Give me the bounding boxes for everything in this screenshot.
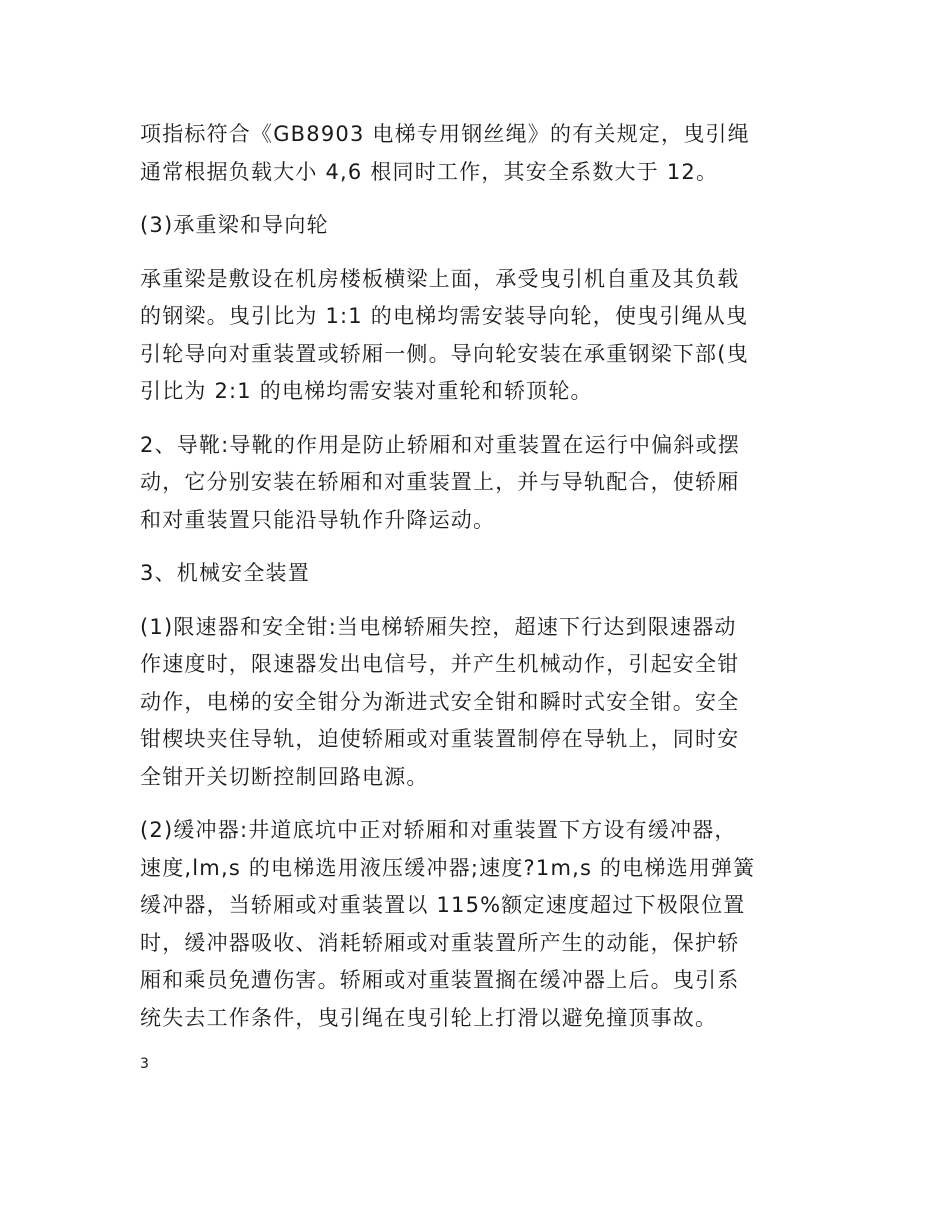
text-line: 通常根据负载大小 4,6 根同时工作，其安全系数大于 12。 [140,159,719,184]
text-line: 动作，电梯的安全钳分为渐进式安全钳和瞬时式安全钳。安全 [140,689,740,714]
text-line: 3、机械安全装置 [140,561,310,585]
heading-mechanical-safety [140,555,820,593]
text-line: 2、导靴:导靴的作用是防止轿厢和对重装置在运行中偏斜或摆 [140,432,741,457]
text-line: 速度,lm,s 的电梯选用液压缓冲器;速度?1m,s 的电梯选用弹簧 [140,855,756,880]
text-line: 厢和乘员免遭伤害。轿厢或对重装置搁在缓冲器上后。曳引系 [140,968,740,992]
text-line: 承重梁是敷设在机房楼板横梁上面，承受曳引机自重及其负载 [140,266,740,291]
text-line: 作速度时，限速器发出电信号，并产生机械动作，引起安全钳 [140,652,740,676]
paragraph-load-beam [140,261,820,411]
text-line: 引比为 2:1 的电梯均需安装对重轮和轿顶轮。 [140,379,593,403]
text-line: 和对重装置只能沿导轨作升降运动。 [140,507,496,532]
paragraph-guide-shoes [140,427,820,540]
text-line: 钳楔块夹住导轨，迫使轿厢或对重装置制停在导轨上，同时安 [140,727,740,751]
text-line: 统失去工作条件，曳引绳在曳引轮上打滑以避免撞顶事故。 [140,1005,718,1030]
text-line: 的钢梁。曳引比为 1:1 的电梯均需安装导向轮，使曳引绳从曳 [140,304,749,328]
text-line: (1)限速器和安全钳:当电梯轿厢失控，超速下行达到限速器动 [140,614,737,639]
paragraph-wire-rope-spec [140,116,820,191]
text-line: 项指标符合《GB8903 电梯专用钢丝绳》的有关规定，曳引绳 [140,122,750,146]
paragraph-buffer [140,812,820,1037]
text-line: (2)缓冲器:井道底坑中正对轿厢和对重装置下方设有缓冲器， [140,818,737,842]
text-line: 缓冲器，当轿厢或对重装置以 115%额定速度超过下极限位置 [140,893,746,917]
text-line: (3)承重梁和导向轮 [140,213,329,237]
text-line: 时，缓冲器吸收、消耗轿厢或对重装置所产生的动能，保护轿 [140,930,740,955]
page-number: 3 [140,1056,149,1072]
document-body [140,116,820,1053]
text-line: 引轮导向对重装置或轿厢一侧。导向轮安装在承重钢梁下部(曳 [140,341,749,366]
heading-load-beam-guide-pulley [140,207,820,245]
text-line: 全钳开关切断控制回路电源。 [140,764,429,789]
text-line: 动，它分别安装在轿厢和对重装置上，并与导轨配合，使轿厢 [140,470,740,494]
paragraph-speed-governor [140,609,820,797]
